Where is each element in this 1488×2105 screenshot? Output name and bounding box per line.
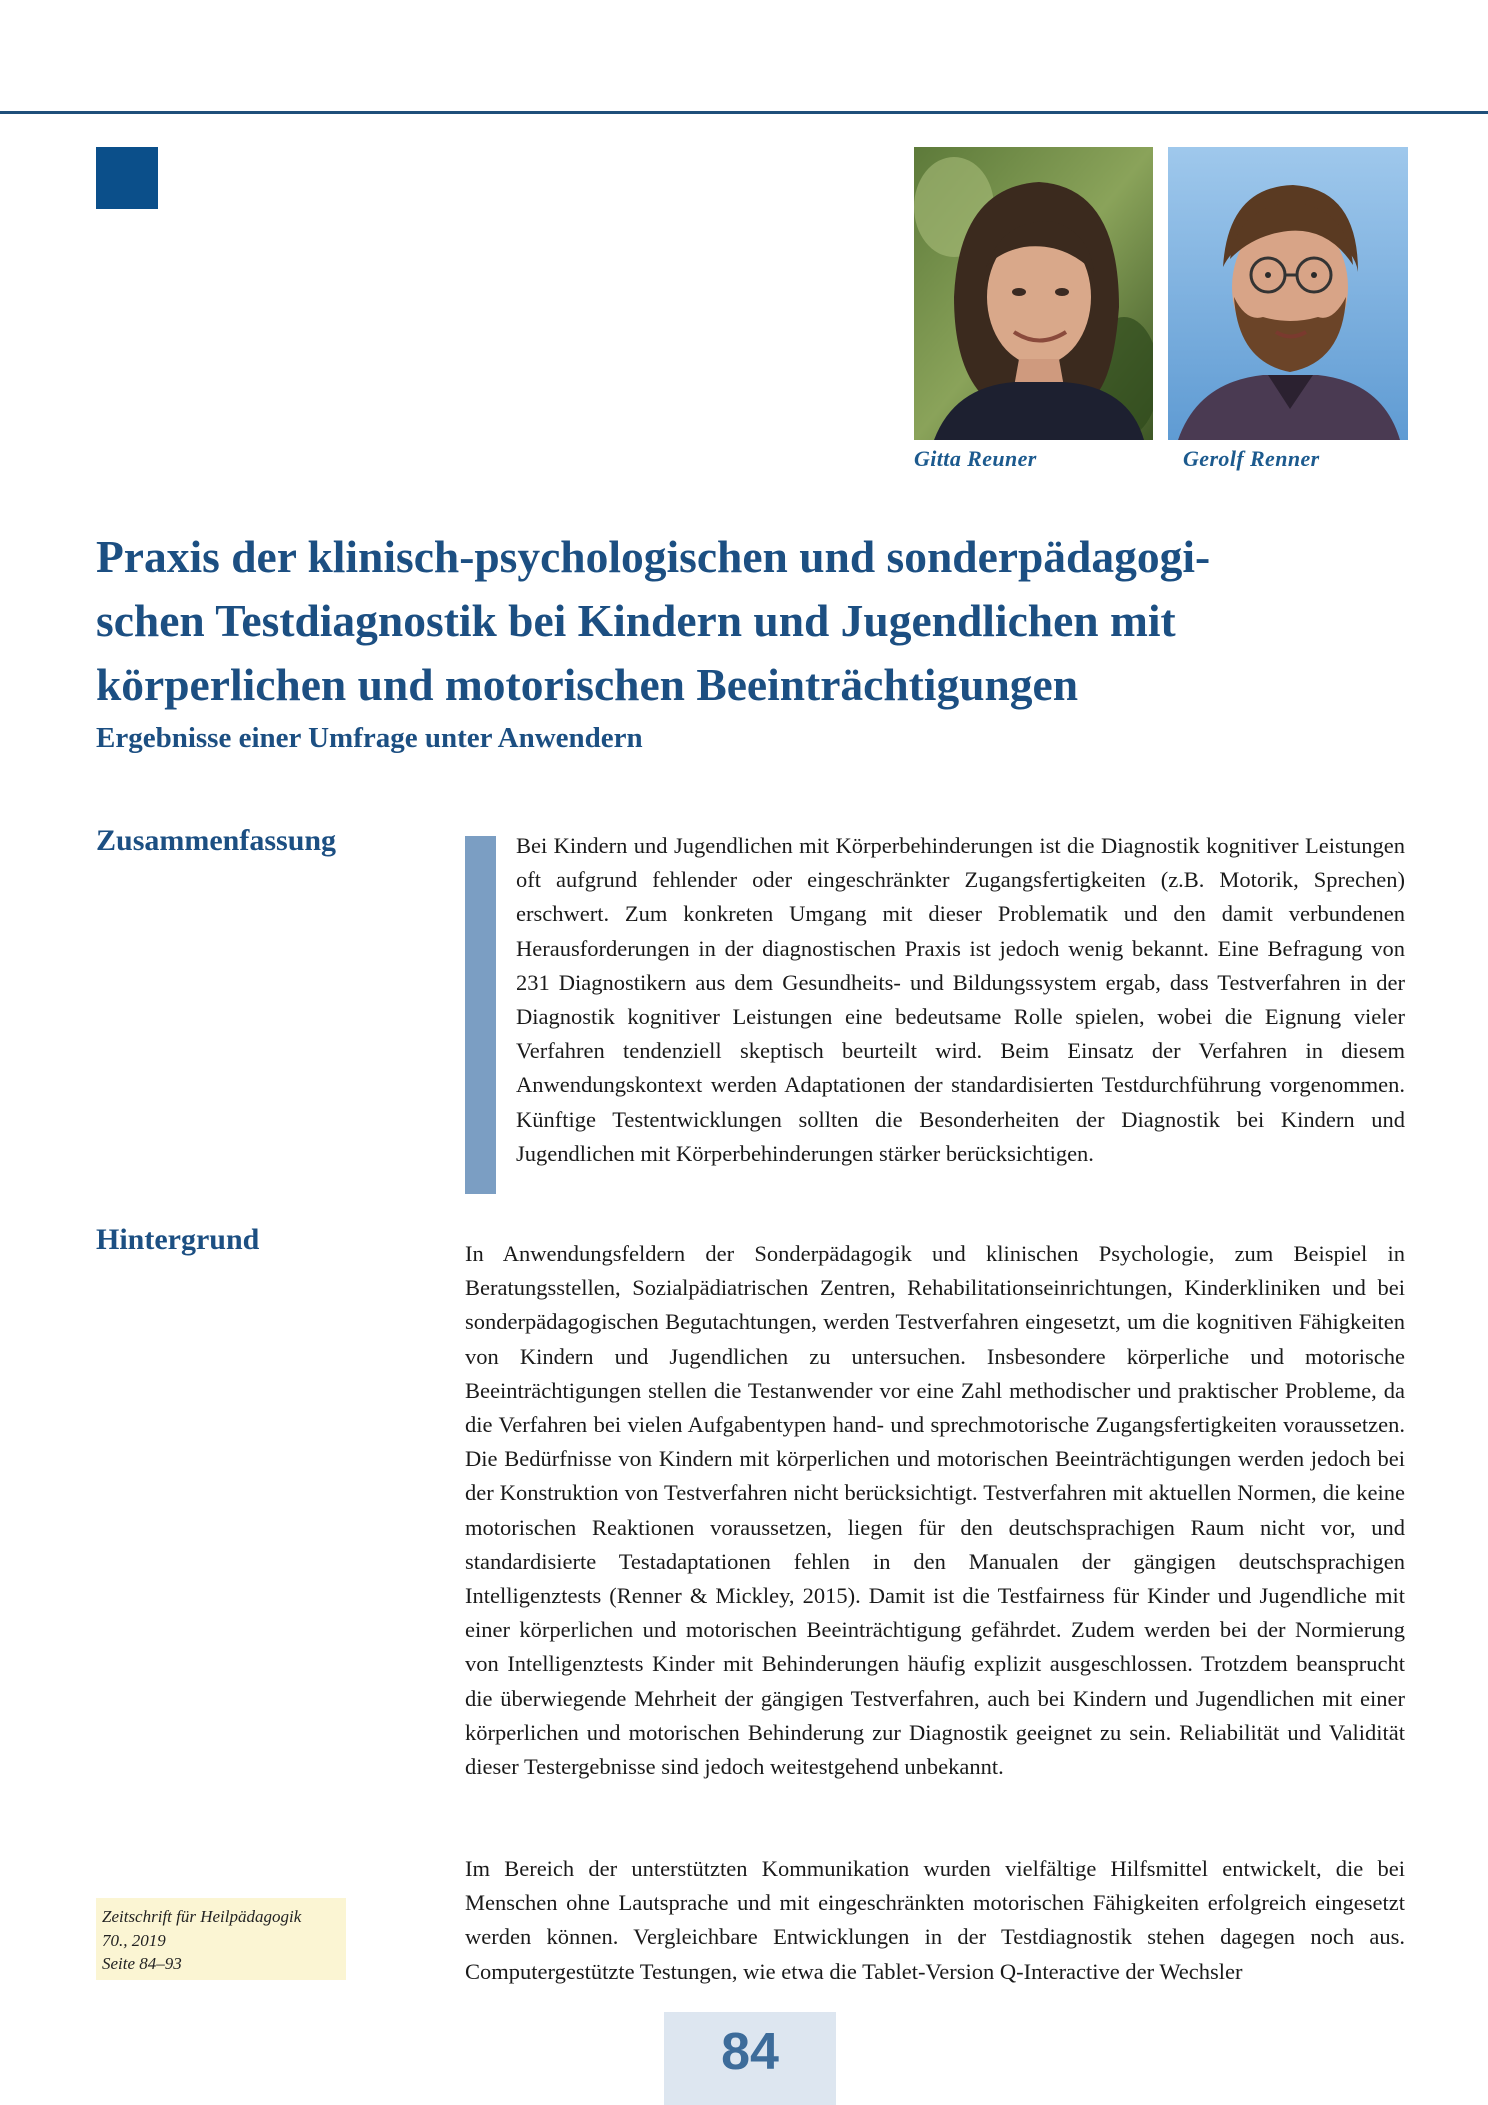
- journal-pages: Seite 84–93: [102, 1954, 182, 1973]
- title-line: Praxis der klinisch-psychologischen und sonderpädagogi-: [96, 531, 1211, 582]
- abstract-accent-bar: [465, 836, 496, 1194]
- article-subtitle: Ergebnisse einer Umfrage unter Anwendern: [96, 722, 643, 754]
- section-marker-square: [96, 147, 158, 209]
- author-photo-gitta-reuner: [914, 147, 1153, 440]
- author-caption: Gerolf Renner: [1183, 446, 1320, 471]
- header-rule: [0, 111, 1488, 114]
- article-title: [96, 525, 1406, 717]
- body-paragraph: In Anwendungsfeldern der Sonderpädagogik und klinischen Psychologie, zum Beispiel in Beratungsstellen, Sozialpädiatrischen Zentren, Rehabilitationseinrichtungen, Kinderkliniken und bei sonderpädagogischen Begutachtungen, werden Testverfahren eingesetzt, um die kognitiven Fähigkeiten von Kindern und Jugendlichen zu untersuchen. Insbesondere körperliche und motorische Beeinträchtigungen stellen die Testanwender vor eine Zahl methodischer und praktischer Probleme, da die Verfahren bei vielen Aufgabentypen hand- und sprechmotorische Zugangsfertigkeiten voraussetzen. Die Bedürfnisse von Kindern mit körperlichen und motorischen Beeinträchtigungen werden jedoch bei der Konstruktion von Testverfahren nicht berücksichtigt. Testverfahren mit aktuellen Normen, die keine motorischen Reaktionen voraussetzen, liegen für den deutschsprachigen Raum nicht vor, und standardisierte Testadaptationen fehlen in den Manualen der gängigen deutschsprachigen Intelligenztests (Renner & Mickley, 2015). Damit ist die Testfairness für Kinder und Jugendliche mit einer körperlichen und motorischen Beeinträchtigung gefährdet. Zudem werden bei der Normierung von Intelligenztests Kinder mit Behinderungen häufig explizit ausgeschlossen. Trotzdem beansprucht die überwiegende Mehrheit der gängigen Testverfahren, auch bei Kindern und Jugendlichen mit einer körperlichen und motorischen Behinderung zur Diagnostik geeignet zu sein. Reliabilität und Validität dieser Testergebnisse sind jedoch weitestgehend unbekannt.: [465, 1241, 1405, 1780]
- journal-volume: 70., 2019: [102, 1930, 166, 1950]
- author-portrait-woman-icon: [914, 147, 1153, 440]
- title-line: schen Testdiagnostik bei Kindern und Jugendlichen mit: [96, 595, 1176, 646]
- author-caption: Gitta Reuner: [914, 446, 1037, 471]
- author-photo-gerolf-renner: [1168, 147, 1408, 440]
- page-number: 84: [664, 2012, 836, 2105]
- background-heading: Hintergrund: [96, 1223, 260, 1256]
- title-line: körperlichen und motorischen Beeinträchtigungen: [96, 659, 1079, 710]
- journal-name: Zeitschrift für Heilpädagogik: [102, 1907, 302, 1926]
- body-paragraph: Im Bereich der unterstützten Kommunikation wurden vielfältige Hilfsmittel entwickelt, die bei Menschen ohne Lautsprache und mit eingeschränkten motorischen Fähigkeiten erfolgreich eingesetzt werden können. Vergleichbare Entwicklungen in der Testdiagnostik stehen dagegen noch aus. Computergestützte Testungen, wie etwa die Tablet-Version Q-Interactive der Wechsler: [465, 1856, 1405, 1984]
- abstract-text: Bei Kindern und Jugendlichen mit Körperbehinderungen ist die Diagnostik kognitiver Leistungen oft aufgrund fehlender oder eingeschränkter Zugangsfertigkeiten (z.B. Motorik, Sprechen) erschwert. Zum konkreten Umgang mit dieser Problematik und den damit verbundenen Herausforderungen in der diagnostischen Praxis ist jedoch wenig bekannt. Eine Befragung von 231 Diagnostikern aus dem Gesundheits- und Bildungssystem ergab, dass Testverfahren in der Diagnostik kognitiver Leistungen eine bedeutsame Rolle spielen, wobei die Eignung vieler Verfahren tendenziell skeptisch beurteilt wird. Beim Einsatz der Verfahren in diesem Anwendungskontext werden Adaptationen der standardisierten Testdurchführung vorgenommen. Künftige Testentwicklungen sollten die Besonderheiten der Diagnostik bei Kindern und Jugendlichen mit Körperbehinderungen stärker berücksichtigen.: [516, 833, 1405, 1166]
- author-portrait-man-icon: [1168, 147, 1408, 440]
- journal-citation-box: [96, 1898, 346, 1980]
- summary-heading: Zusammenfassung: [96, 824, 337, 857]
